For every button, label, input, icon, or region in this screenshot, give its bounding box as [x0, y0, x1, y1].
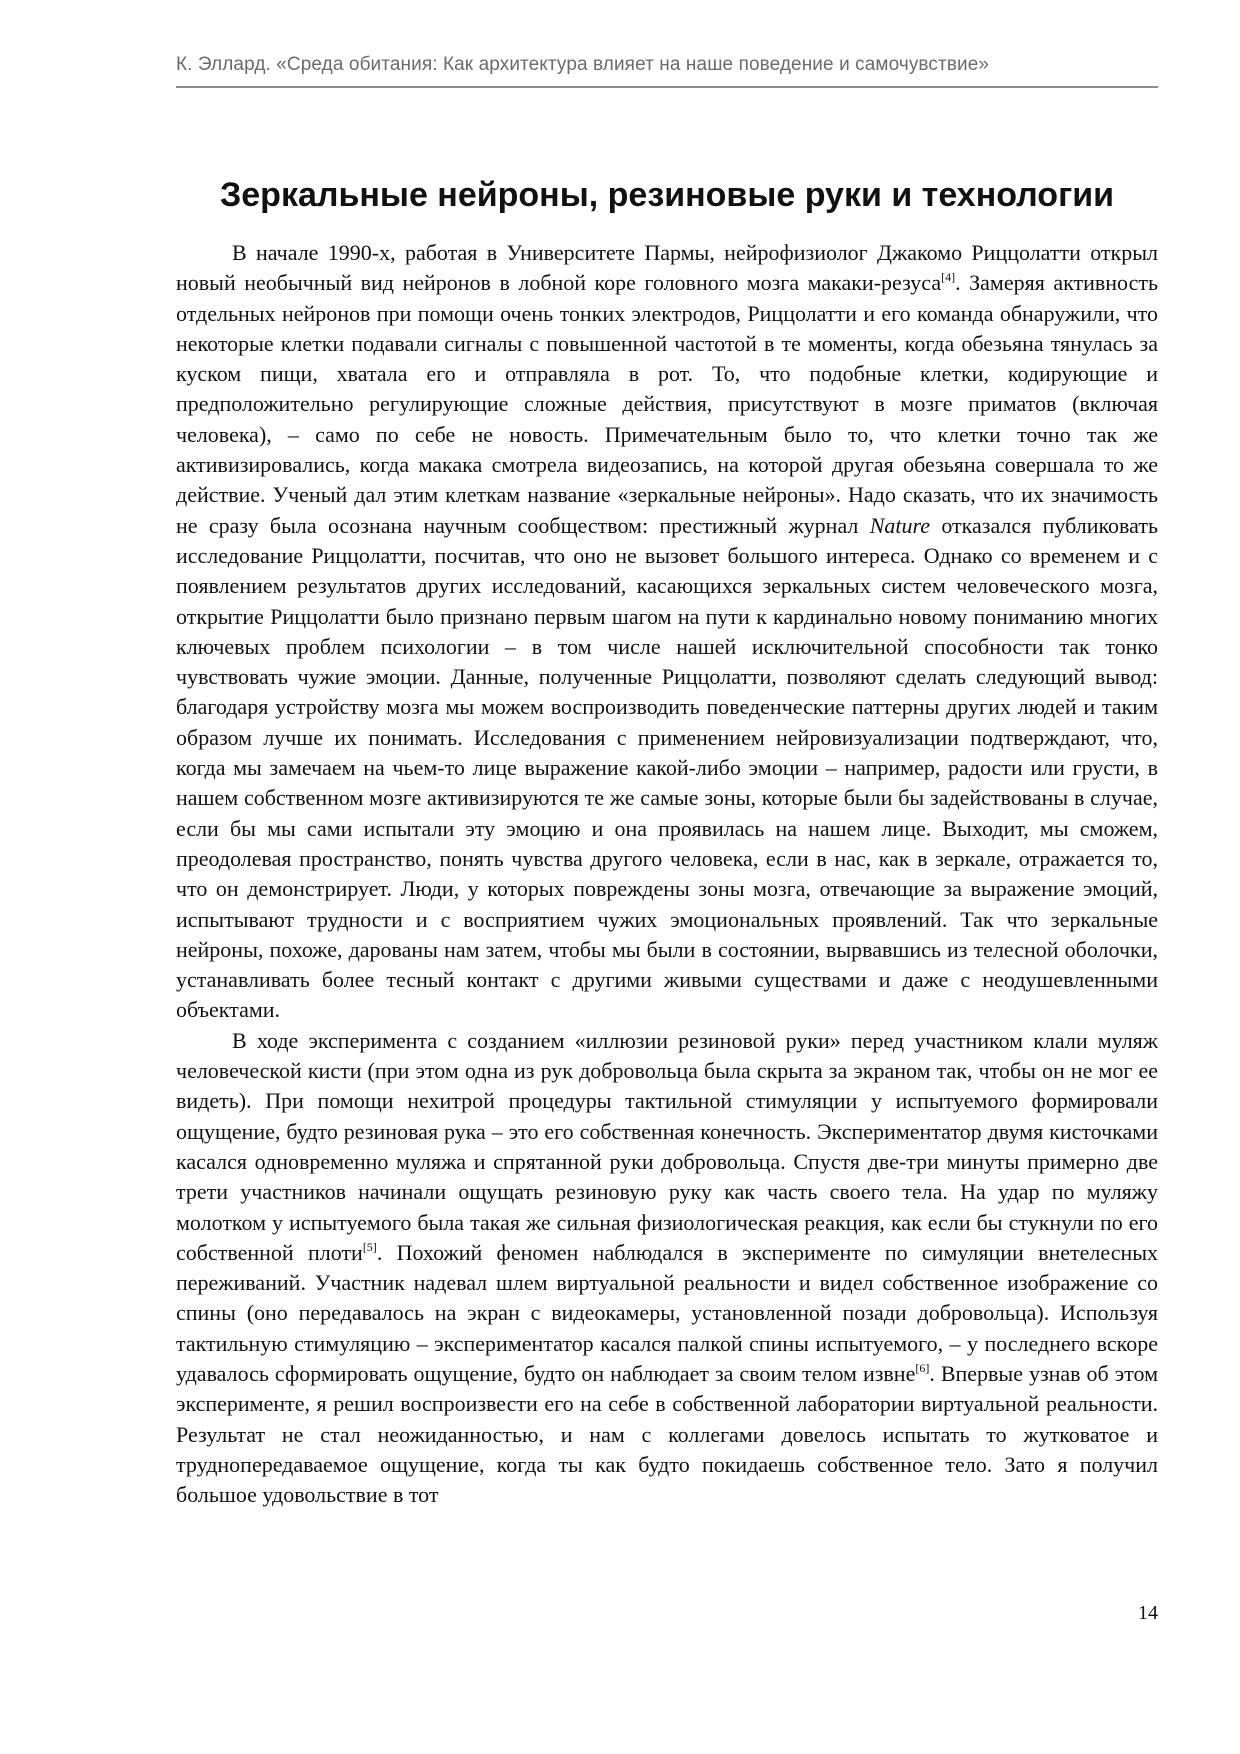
body-text [176, 238, 1158, 1510]
header-divider [176, 86, 1158, 88]
footnote-ref[interactable]: [5] [362, 1239, 377, 1254]
paragraph-mirror-neurons [176, 238, 1158, 1026]
paragraph-rubber-hand [176, 1026, 1158, 1511]
chapter-title: Зеркальные нейроны, резиновые руки и технологии [219, 176, 1115, 214]
footnote-ref[interactable]: [6] [915, 1360, 930, 1375]
paragraph-text: В начале 1990-х, работая в Университете Пармы, нейрофизиолог Джакомо Риццолатти открыл новый необычный вид нейронов в лобной коре головного мозга макаки-резуса [176, 240, 1158, 296]
running-header: К. Эллард. «Среда обитания: Как архитектура влияет на наше поведение и самочувствие» [176, 54, 990, 75]
journal-name: Nature [869, 512, 930, 538]
paragraph-text: . Впервые узнав об этом эксперименте, я решил воспроизвести его на себе в собственной лаборатории виртуальной реальности. Результат не стал неожиданностью, и нам с коллегами довелось испытать то жутковатое и труднопередаваемое ощущение, когда ты как будто покидаешь собственное тело. Зато я получил большое удовольствие в тот [176, 1360, 1159, 1508]
paragraph-text: . Замеряя активность отдельных нейронов при помощи очень тонких электродов, Риццолатти и его команда обнаружили, что некоторые клетки подавали сигналы с повышенной частотой в те моменты, когда обезьяна тянулась за куском пищи, хватала его и отправляла в рот. То, что подобные клетки, кодирующие и предположительно регулирующие сложные действия, присутствуют в мозге приматов (включая человека), – само по себе не новость. Примечательным было то, что клетки точно так же активизировались, когда макака смотрела видеозапись, на которой другая обезьяна совершала то же действие. Ученый дал этим клеткам название «зеркальные нейроны». Надо сказать, что их значимость не сразу была осознана научным сообществом: престижный журнал [176, 270, 1158, 538]
paragraph-text: В ходе эксперимента с созданием «иллюзии резиновой руки» перед участником клали муляж человеческой кисти (при этом одна из рук добровольца была скрыта за экраном так, чтобы он не мог ее видеть). При помощи нехитрой процедуры тактильной стимуляции у испытуемого формировали ощущение, будто резиновая рука – это его собственная конечность. Экспериментатор двумя кисточками касался одновременно муляжа и спрятанной руки добровольца. Спустя две-три минуты примерно две трети участников начинали ощущать резиновую руку как часть своего тела. На удар по муляжу молотком у испытуемого была такая же сильная физиологическая реакция, как если бы стукнули по его собственной плоти [176, 1027, 1158, 1265]
footnote-ref[interactable]: [4] [941, 270, 956, 285]
page-number: 14 [1138, 1602, 1158, 1624]
paragraph-text: отказался публиковать исследование Риццолатти, посчитав, что оно не вызовет большого интереса. Однако со временем и с появлением результатов других исследований, касающихся зеркальных систем человеческого мозга, открытие Риццолатти было признано первым шагом на пути к кардинально новому пониманию многих ключевых проблем психологии – в том числе нашей исключительной способности так тонко чувствовать чужие эмоции. Данные, полученные Риццолатти, позволяют сделать следующий вывод: благодаря устройству мозга мы можем воспроизводить поведенческие паттерны других людей и таким образом лучше их понимать. Исследования с применением нейровизуализации подтверждают, что, когда мы замечаем на чьем-то лице выражение какой-либо эмоции – например, радости или грусти, в нашем собственном мозге активизируются те же самые зоны, которые были бы задействованы в случае, если бы мы сами испытали эту эмоцию и она проявилась на нашем лице. Выходит, мы сможем, преодолевая пространство, понять чувства другого человека, если в нас, как в зеркале, отражается то, что он демонстрирует. Люди, у которых повреждены зоны мозга, отвечающие за выражение эмоций, испытывают трудности и с восприятием чужих эмоциональных проявлений. Так что зеркальные нейроны, похоже, дарованы нам затем, чтобы мы были в состоянии, вырвавшись из телесной оболочки, устанавливать более тесный контакт с другими живыми существами и даже с неодушевленными объектами. [176, 512, 1158, 1023]
paragraph-text: . Похожий феномен наблюдался в эксперименте по симуляции внетелесных переживаний. Участник надевал шлем виртуальной реальности и видел собственное изображение со спины (оно передавалось на экран с видеокамеры, установленной позади добровольца). Используя тактильную стимуляцию – экспериментатор касался палкой спины испытуемого, – у последнего вскоре удавалось сформировать ощущение, будто он наблюдает за своим телом извне [176, 1239, 1159, 1386]
